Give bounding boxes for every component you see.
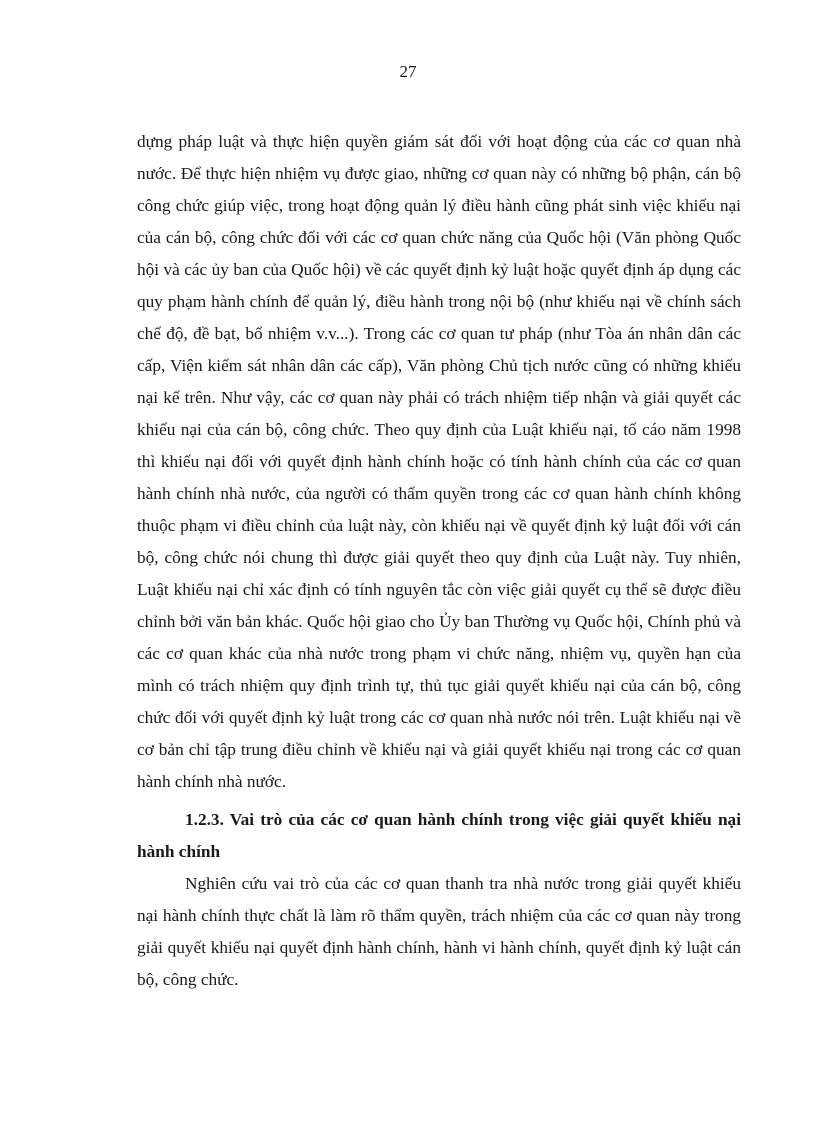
- paragraph-continuation: dựng pháp luật và thực hiện quyền giám sát đối với hoạt động của các cơ quan nhà nước. Để thực hiện nhiệm vụ được giao, những cơ quan này có những bộ phận, cán bộ công chức giúp việc, trong hoạt động quản lý điều hành cũng phát sinh việc khiếu nại của cán bộ, công chức đối với các cơ quan chức năng của Quốc hội (Văn phòng Quốc hội và các ủy ban của Quốc hội) về các quyết định kỷ luật hoặc quyết định áp dụng các quy phạm hành chính để quản lý, điều hành trong nội bộ (như khiếu nại về chính sách chế độ, đề bạt, bổ nhiệm v.v...). Trong các cơ quan tư pháp (như Tòa án nhân dân các cấp, Viện kiểm sát nhân dân các cấp), Văn phòng Chủ tịch nước cũng có những khiếu nại kể trên. Như vậy, các cơ quan này phải có trách nhiệm tiếp nhận và giải quyết các khiếu nại của cán bộ, công chức. Theo quy định của Luật khiếu nại, tố cáo năm 1998 thì khiếu nại đối với quyết định hành chính hoặc có tính hành chính của các cơ quan hành chính nhà nước, của người có thẩm quyền trong các cơ quan hành chính không thuộc phạm vi điều chỉnh của luật này, còn khiếu nại về quyết định kỷ luật đối với cán bộ, công chức nói chung thì được giải quyết theo quy định của Luật này. Tuy nhiên, Luật khiếu nại chỉ xác định có tính nguyên tắc còn việc giải quyết cụ thể sẽ được điều chỉnh bởi văn bản khác. Quốc hội giao cho Ủy ban Thường vụ Quốc hội, Chính phủ và các cơ quan khác của nhà nước trong phạm vi chức năng, nhiệm vụ, quyền hạn của mình có trách nhiệm quy định trình tự, thủ tục giải quyết khiếu nại của cán bộ, công chức đối với quyết định kỷ luật trong các cơ quan nhà nước nói trên. Luật khiếu nại về cơ bản chỉ tập trung điều chỉnh về khiếu nại và giải quyết khiếu nại trong các cơ quan hành chính nhà nước.: [137, 132, 741, 791]
- paragraph-intro: Nghiên cứu vai trò của các cơ quan thanh tra nhà nước trong giải quyết khiếu nại hành chính thực chất là làm rõ thẩm quyền, trách nhiệm của các cơ quan này trong giải quyết khiếu nại quyết định hành chính, hành vi hành chính, quyết định kỷ luật cán bộ, công chức.: [137, 874, 741, 989]
- page-number: 27: [399, 62, 417, 81]
- document-body: [137, 126, 741, 996]
- section-heading: 1.2.3. Vai trò của các cơ quan hành chính trong việc giải quyết khiếu nại hành chính: [137, 810, 741, 861]
